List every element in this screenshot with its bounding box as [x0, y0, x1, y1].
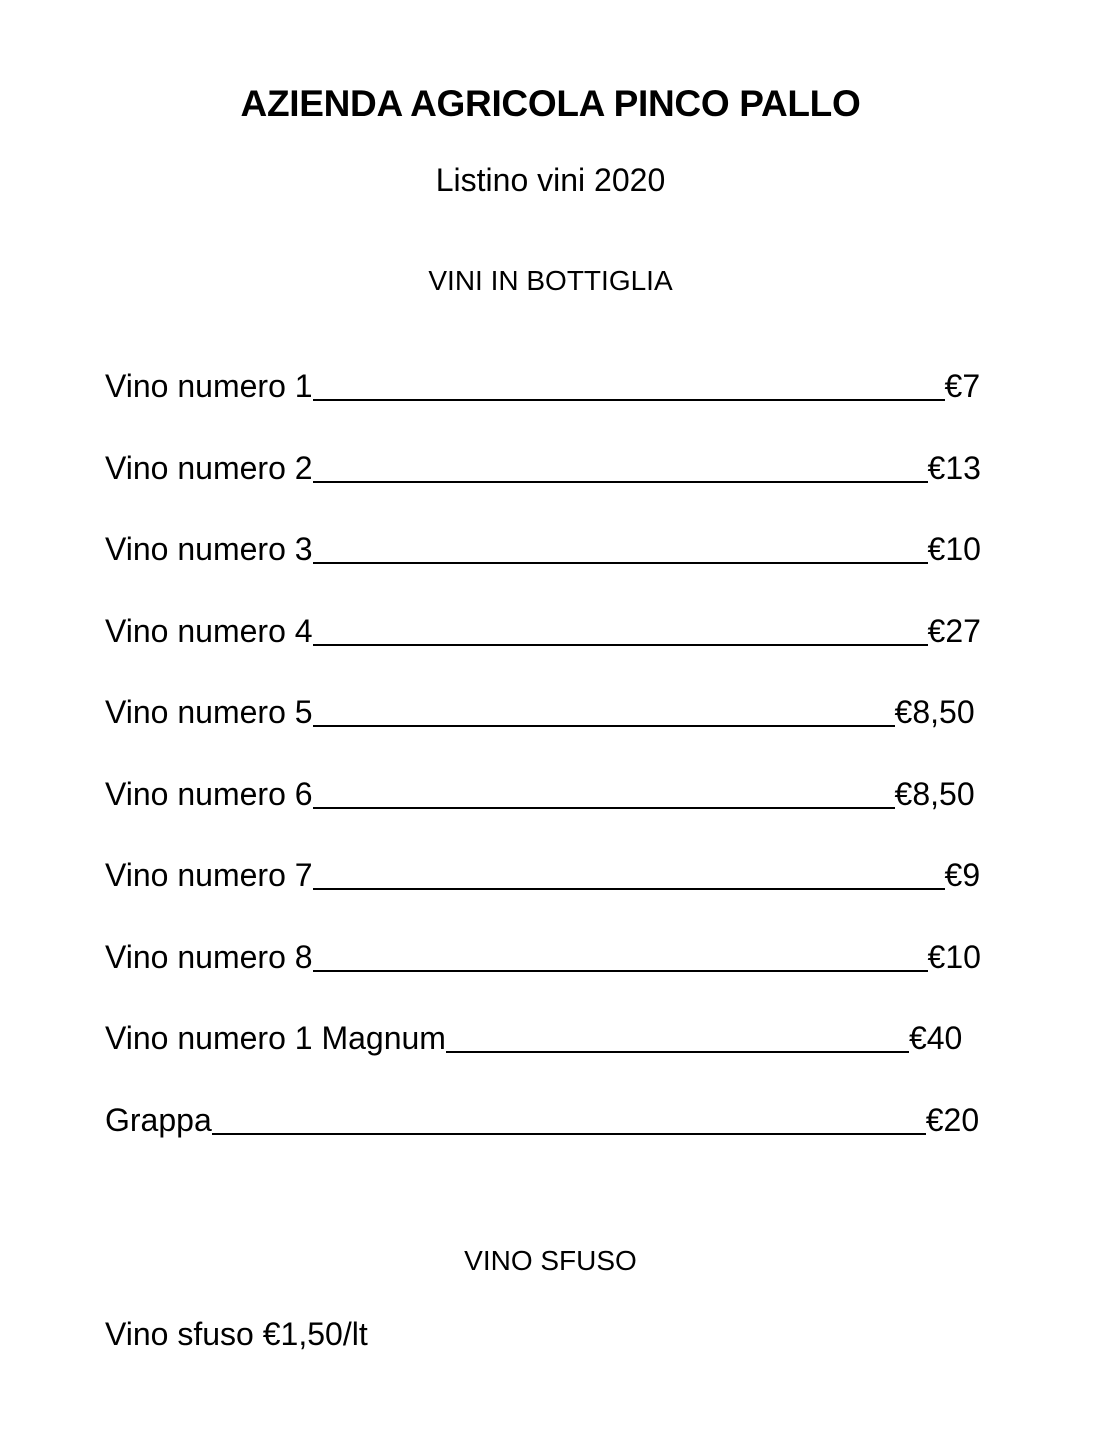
- wine-price: €7: [944, 368, 981, 404]
- dotted-leader-line: [313, 692, 895, 727]
- price-row: [105, 448, 981, 530]
- wine-name: Vino numero 1 Magnum: [105, 1020, 446, 1056]
- dotted-leader-line: [446, 1018, 909, 1053]
- wine-price: €13: [927, 449, 981, 486]
- bulk-wine-price-line: Vino sfuso €1,50/lt: [105, 1316, 368, 1352]
- wine-price: €8,50: [894, 694, 975, 730]
- price-row: [105, 1100, 981, 1182]
- wine-price: €10: [927, 938, 981, 975]
- wine-name: Vino numero 2: [105, 449, 313, 486]
- dotted-leader-line: [313, 774, 895, 809]
- section-heading-bulk-wine: VINO SFUSO: [464, 1245, 637, 1276]
- price-row: [105, 774, 981, 856]
- wine-name: Grappa: [105, 1101, 212, 1138]
- wine-price: €20: [925, 1101, 980, 1138]
- price-row: [105, 692, 981, 774]
- price-row: [105, 1018, 981, 1100]
- price-row: [105, 937, 981, 1019]
- wine-price: €10: [927, 531, 981, 567]
- price-row: [105, 366, 981, 448]
- price-row: [105, 611, 981, 693]
- dotted-leader-line: [313, 529, 928, 564]
- page-subtitle: Listino vini 2020: [435, 162, 666, 198]
- wine-price: €9: [944, 857, 981, 893]
- dotted-leader-line: [313, 611, 928, 646]
- bottled-wine-list: [105, 366, 981, 1181]
- wine-name: Vino numero 8: [105, 938, 313, 975]
- wine-name: Vino numero 1: [105, 368, 313, 404]
- wine-name: Vino numero 5: [105, 694, 313, 730]
- wine-name: Vino numero 3: [105, 531, 313, 567]
- section-heading-bottled-wines: VINI IN BOTTIGLIA: [428, 265, 673, 296]
- page-title: AZIENDA AGRICOLA PINCO PALLO: [240, 83, 861, 124]
- wine-name: Vino numero 4: [105, 612, 313, 649]
- dotted-leader-line: [313, 366, 945, 401]
- wine-price: €27: [927, 612, 981, 649]
- price-row: [105, 529, 981, 611]
- wine-price: €8,50: [894, 775, 975, 812]
- dotted-leader-line: [313, 448, 928, 483]
- dotted-leader-line: [313, 937, 928, 972]
- dotted-leader-line: [313, 855, 945, 890]
- price-row: [105, 855, 981, 937]
- dotted-leader-line: [212, 1100, 926, 1135]
- wine-price: €40: [908, 1020, 963, 1056]
- wine-name: Vino numero 7: [105, 857, 313, 893]
- wine-name: Vino numero 6: [105, 775, 313, 812]
